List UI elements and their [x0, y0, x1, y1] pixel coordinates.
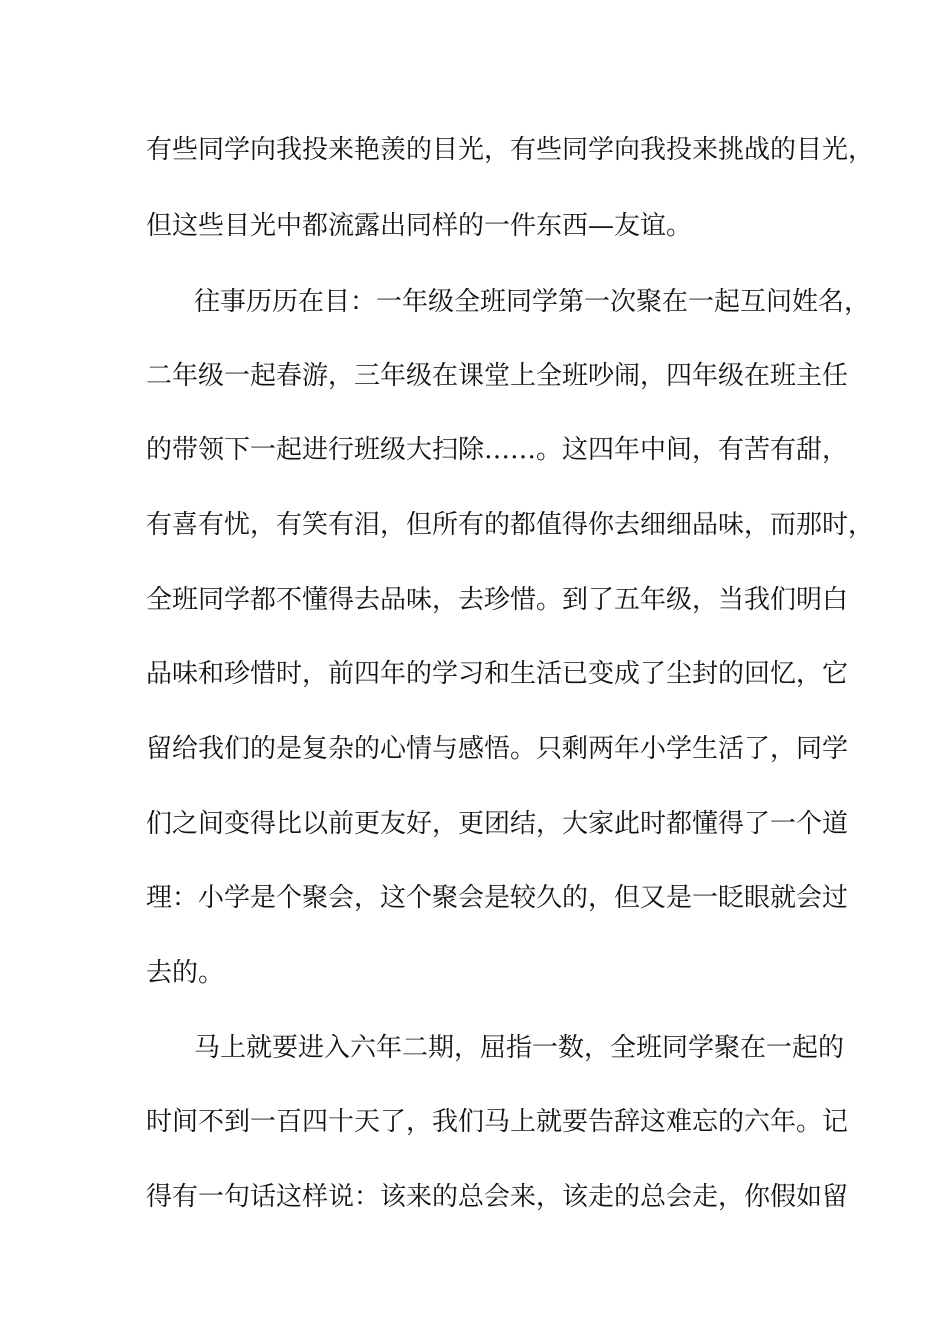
text-line-15: 得有一句话这样说：该来的总会来，该走的总会走，你假如留	[146, 1182, 849, 1212]
text-line-9: 留给我们的是复杂的心情与感悟。只剩两年小学生活了，同学	[146, 734, 849, 764]
text-line-8: 品味和珍惜时，前四年的学习和生活已变成了尘封的回忆，它	[146, 659, 849, 689]
text-line-5: 的带领下一起进行班级大扫除……。这四年中间，有苦有甜，	[146, 435, 849, 465]
text-line-10: 们之间变得比以前更友好，更团结，大家此时都懂得了一个道	[146, 809, 849, 839]
text-line-2: 但这些目光中都流露出同样的一件东西—友谊。	[146, 211, 693, 241]
text-line-3: 往事历历在目：一年级全班同学第一次聚在一起互问姓名，	[194, 287, 871, 317]
text-line-14: 时间不到一百四十天了，我们马上就要告辞这难忘的六年。记	[146, 1107, 849, 1137]
text-line-12: 去的。	[146, 958, 225, 988]
text-line-7: 全班同学都不懂得去品味，去珍惜。到了五年级，当我们明白	[146, 585, 849, 615]
text-line-6: 有喜有忧，有笑有泪，但所有的都值得你去细细品味，而那时，	[146, 510, 875, 540]
text-line-13: 马上就要进入六年二期，屈指一数，全班同学聚在一起的	[194, 1033, 845, 1063]
text-line-4: 二年级一起春游，三年级在课堂上全班吵闹，四年级在班主任	[146, 361, 849, 391]
text-line-1: 有些同学向我投来艳羡的目光，有些同学向我投来挑战的目光，	[146, 135, 875, 165]
text-line-11: 理：小学是个聚会，这个聚会是较久的，但又是一眨眼就会过	[146, 883, 849, 913]
